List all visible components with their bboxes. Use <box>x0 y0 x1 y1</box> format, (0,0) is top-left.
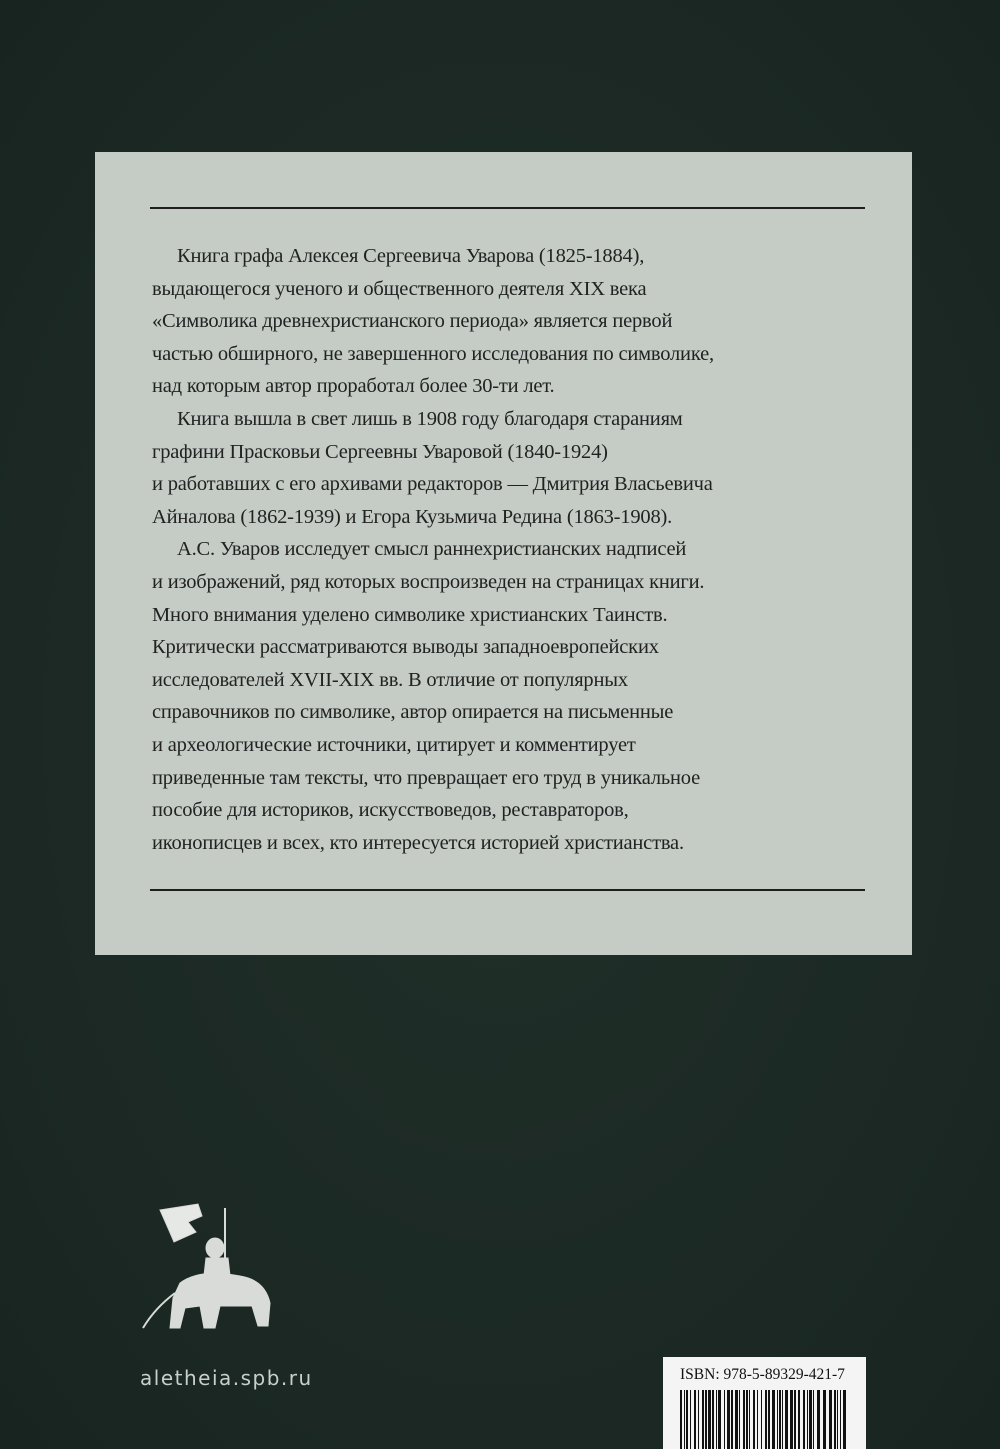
barcode-bar <box>735 1390 738 1449</box>
barcode-bar <box>686 1390 688 1449</box>
barcode-bar <box>823 1390 826 1449</box>
barcode-bar <box>843 1390 846 1449</box>
barcode-bar <box>753 1390 755 1449</box>
barcode-bar <box>765 1390 767 1449</box>
blurb-line: Книга графа Алексея Сергеевича Уварова (1825-1884), <box>177 245 645 267</box>
barcode-bar <box>727 1390 730 1449</box>
isbn-barcode <box>663 1357 866 1449</box>
barcode-bar <box>768 1390 770 1449</box>
barcode-bar <box>837 1390 838 1449</box>
barcode-bar <box>680 1390 682 1449</box>
barcode-bar <box>785 1390 788 1449</box>
barcode-bar <box>739 1390 740 1449</box>
blurb-line: А.С. Уваров исследует смысл раннехристианских надписей <box>177 538 687 561</box>
top-divider <box>150 207 865 209</box>
barcode-bar <box>743 1390 745 1449</box>
barcode-bar <box>840 1390 841 1449</box>
barcode-bar <box>761 1390 762 1449</box>
blurb-line: пособие для историков, искусствоведов, реставраторов, <box>152 799 629 822</box>
barcode-bar <box>834 1390 836 1449</box>
barcode-bar <box>779 1390 781 1449</box>
bottom-divider <box>150 889 865 891</box>
blurb-text <box>152 240 872 859</box>
barcode-bar <box>694 1390 696 1449</box>
blurb-line: Книга вышла в свет лишь в 1908 году благодаря стараниям <box>177 407 683 430</box>
barcode-bar <box>724 1390 725 1449</box>
publisher-logo-icon <box>140 1198 290 1333</box>
barcode-bar <box>772 1390 775 1449</box>
blurb-line: приведенные там тексты, что превращает его труд в уникальное <box>152 766 700 789</box>
barcode-bar <box>803 1390 805 1449</box>
barcode-bar <box>757 1390 758 1449</box>
barcode-bar <box>790 1390 793 1449</box>
barcode-bar <box>684 1390 685 1449</box>
blurb-line: исследователей XVII-XIX вв. В отличие от популярных <box>152 668 628 691</box>
barcode-bar <box>813 1390 814 1449</box>
blurb-line: графини Прасковьи Сергеевны Уваровой (1840-1924) <box>152 440 608 463</box>
barcode-bar <box>746 1390 748 1449</box>
barcode-bar <box>794 1390 796 1449</box>
barcode-bar <box>777 1390 778 1449</box>
blurb-line: Критически рассматриваются выводы западноевропейских <box>152 636 659 659</box>
barcode-bar <box>705 1390 707 1449</box>
barcode-bars <box>680 1390 850 1449</box>
blurb-line: и работавших с его архивами редакторов — Дмитрия Власьевича <box>152 473 713 496</box>
isbn-label: ISBN: 978-5-89329-421-7 <box>680 1366 845 1383</box>
barcode-bar <box>716 1390 717 1449</box>
barcode-bar <box>712 1390 714 1449</box>
barcode-bar <box>690 1390 691 1449</box>
barcode-bar <box>829 1390 832 1449</box>
blurb-line: иконописцев и всех, кто интересуется историей христианства. <box>152 831 684 854</box>
barcode-bar <box>702 1390 704 1449</box>
barcode-bar <box>798 1390 800 1449</box>
publisher-website: aletheia.spb.ru <box>140 1366 313 1390</box>
barcode-bar <box>809 1390 812 1449</box>
blurb-line: Много внимания уделено символике христианских Таинств. <box>152 603 668 626</box>
blurb-line: над которым автор проработал более 30-ти лет. <box>152 375 555 398</box>
blurb-panel <box>95 152 912 955</box>
blurb-line: «Символика древнехристианского периода» является первой <box>152 310 673 333</box>
barcode-bar <box>718 1390 721 1449</box>
blurb-line: и изображений, ряд которых воспроизведен на страницах книги. <box>152 570 705 593</box>
barcode-bar <box>807 1390 808 1449</box>
barcode-bar <box>782 1390 783 1449</box>
blurb-line: справочников по символике, автор опирается на письменные <box>152 701 674 724</box>
blurb-line: выдающегося ученого и общественного деятеля XIX века <box>152 277 647 300</box>
barcode-bar <box>708 1390 711 1449</box>
barcode-bar <box>749 1390 750 1449</box>
barcode-bar <box>731 1390 733 1449</box>
barcode-bar <box>698 1390 699 1449</box>
blurb-line: Айналова (1862-1939) и Егора Кузьмича Редина (1863-1908). <box>152 505 673 528</box>
barcode-bar <box>817 1390 820 1449</box>
blurb-line: и археологические источники, цитирует и комментирует <box>152 733 636 756</box>
blurb-line: частью обширного, не завершенного исследования по символике, <box>152 342 714 365</box>
